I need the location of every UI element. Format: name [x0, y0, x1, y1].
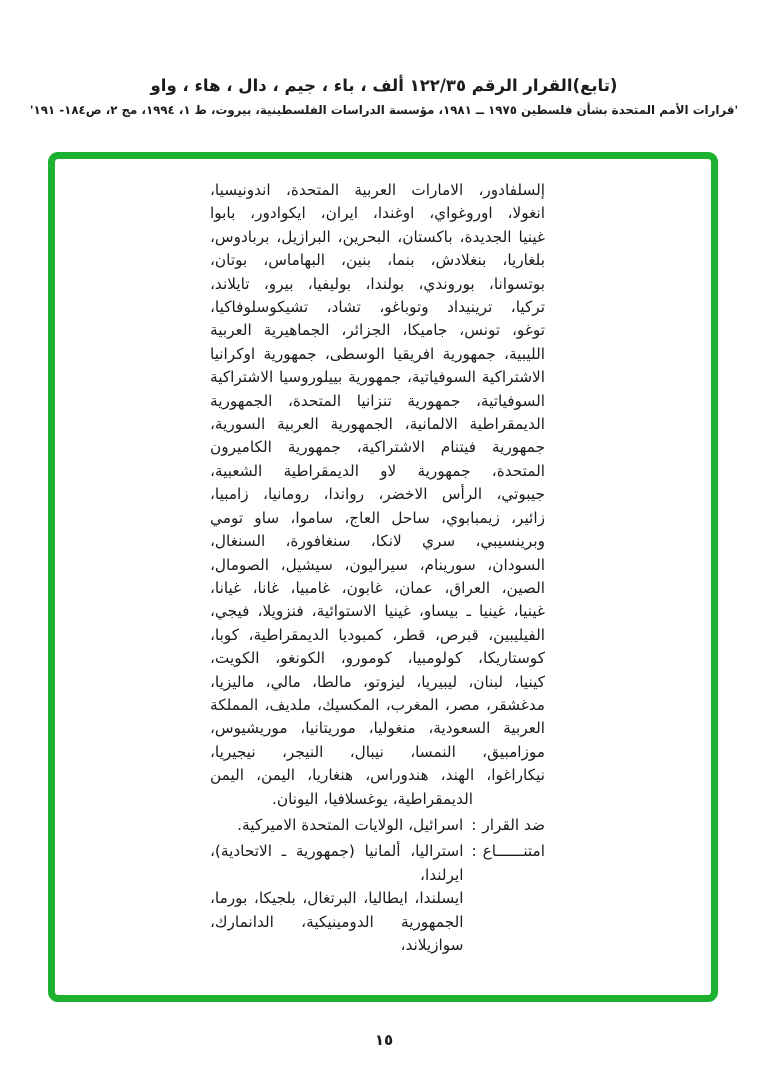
country-line: موزامبيق، النمسا، نيبال، النيجر، نيجيريا،: [210, 742, 545, 761]
resolution-body: [210, 179, 545, 957]
country-line: وبرينسيبي، سري لانكا، سنغافورة، السنغال،: [210, 532, 545, 551]
abstain-entry: [210, 840, 545, 957]
country-line: جيبوتي، الرأس الاخضر، رواندا، رومانيا، زامبيا،: [210, 485, 545, 504]
abstain-label: امتنــــــاع: [482, 842, 545, 861]
country-line: بلغاريا، بنغلادش، بنما، بنين، البهاماس، بوتان،: [210, 251, 545, 270]
country-line: نيكاراغوا، الهند، هندوراس، هنغاريا، اليمن، اليمن: [210, 766, 545, 785]
abstain-country-line: استراليا، ألمانيا (جمهورية ـ الاتحادية)، ايرلندا،: [210, 842, 464, 884]
country-line: الليبية، جمهورية افريقيا الوسطى، جمهورية اوكرانيا: [210, 344, 545, 363]
country-line: السودان، سورينام، سيراليون، سيشيل، الصومال،: [210, 555, 545, 574]
in-favor-country-list: [210, 179, 545, 811]
country-line: زائير، زيمبابوي، ساحل العاج، ساموا، ساو تومي: [210, 508, 545, 527]
against-countries: اسرائيل، الولايات المتحدة الاميركية.: [237, 815, 464, 834]
country-line: غينيا، غينيا ـ بيساو، غينيا الاستوائية، فنزويلا، فيجي،: [210, 602, 545, 621]
against-label: ضد القرار: [482, 815, 545, 834]
country-line: مدغشقر، مصر، المغرب، المكسيك، ملديف، المملكة: [210, 695, 545, 714]
country-line: إلسلفادور، الامارات العربية المتحدة، اندونيسيا،: [210, 181, 545, 199]
country-line: الديمقراطية الالمانية، الجمهورية العربية السورية،: [210, 415, 545, 434]
source-citation: 'قرارات الأمم المتحدة بشأن فلسطين ١٩٧٥ ــ ١٩٨١، مؤسسة الدراسات الفلسطينية، بيروت، ط ١، ١٩٩٤، مج ٢، ص١٨٤- ١٩١': [29, 103, 739, 117]
country-line: غينيا الجديدة، باكستان، البحرين، البرازيل، بربادوس،: [210, 227, 545, 246]
country-line: الفيليبين، قبرص، قطر، كمبوديا الديمقراطية، كوبا،: [210, 625, 545, 644]
abstain-country-line: الجمهورية الدومينيكية، الدانمارك، سوازيلاند،: [210, 912, 464, 954]
country-line: انغولا، اوروغواي، اوغندا، ايران، ايكوادور، بابوا: [210, 204, 545, 223]
in-favor-lines: [210, 179, 545, 788]
page-number: ١٥: [374, 1031, 394, 1049]
abstain-country-line: ايسلندا، ايطاليا، البرتغال، بلجيكا، بورما،: [210, 889, 464, 908]
country-line-last: الديمقراطية، يوغسلافيا، اليونان.: [271, 789, 473, 808]
country-line: العربية السعودية، منغوليا، موريتانيا، موريشيوس،: [210, 719, 545, 738]
document-header: [0, 76, 768, 117]
resolution-title: (تابع)القرار الرقم ١٢٢/٣٥ ألف ، باء ، جيم ، دال ، هاء ، واو: [150, 76, 618, 95]
country-line: توغو، تونس، جاميكا، الجزائر، الجماهيرية العربية: [210, 321, 545, 340]
country-line: المتحدة، جمهورية لاو الديمقراطية الشعبية،: [210, 461, 545, 480]
country-line: بوتسوانا، بوروندي، بولندا، بوليفيا، بيرو، تايلاند،: [210, 274, 545, 293]
country-line: الاشتراكية السوفياتية، جمهورية بييلوروسيا الاشتراكية: [210, 368, 545, 387]
abstain-colon: :: [471, 842, 477, 861]
abstain-countries: [210, 840, 463, 957]
country-line: كوستاريكا، كولومبيا، كومورو، الكونغو، الكويت،: [210, 649, 545, 668]
against-entry: [210, 814, 545, 837]
country-line: السوفياتية، جمهورية تنزانيا المتحدة، الجمهورية: [210, 391, 545, 410]
country-line: كينيا، لبنان، ليبيريا، ليزوتو، مالطا، مالي، ماليزيا،: [210, 672, 545, 691]
against-colon: :: [471, 815, 477, 834]
country-line: الصين، العراق، عمان، غابون، غامبيا، غانا، غيانا،: [210, 578, 545, 597]
country-line: جمهورية فيتنام الاشتراكية، جمهورية الكاميرون: [210, 438, 545, 457]
country-line: تركيا، ترينيداد وتوباغو، تشاد، تشيكوسلوفاكيا،: [210, 298, 545, 317]
